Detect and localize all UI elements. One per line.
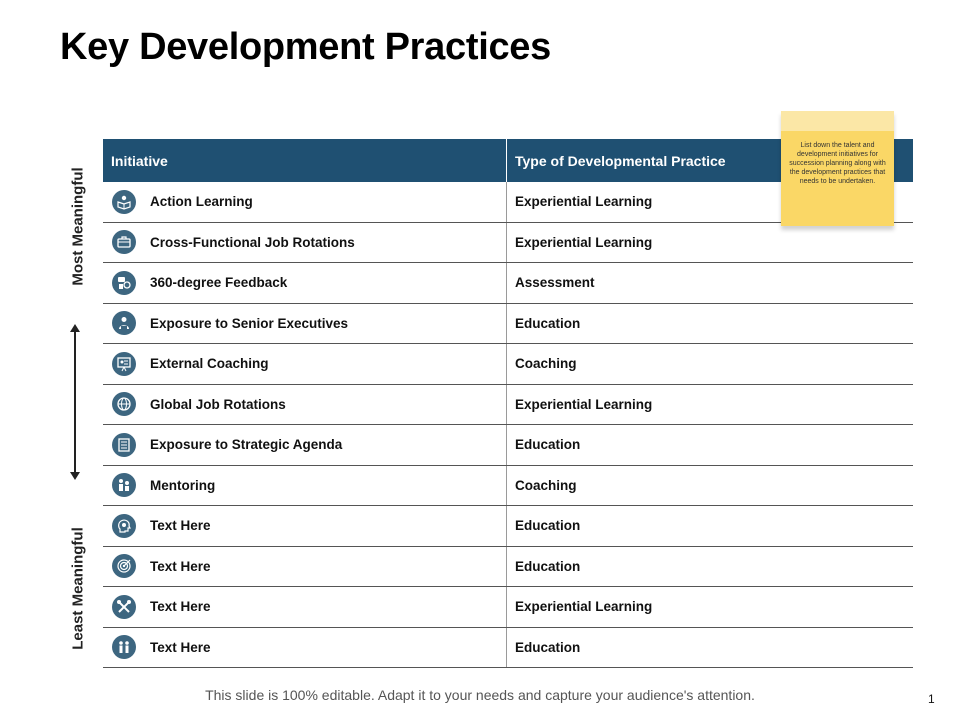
- table-row: [103, 304, 913, 345]
- table-row: [103, 223, 913, 264]
- reading-person-icon: [112, 190, 136, 214]
- initiative-cell: [103, 628, 507, 668]
- practice-type-cell: Experiential Learning: [515, 194, 653, 210]
- header-practice-type: Type of Developmental Practice: [515, 152, 726, 169]
- initiative-text: Action Learning: [150, 194, 253, 210]
- document-list-icon: [112, 433, 136, 457]
- most-meaningful-label: Most Meaningful: [69, 167, 87, 286]
- tools-icon: [112, 595, 136, 619]
- table-row: [103, 425, 913, 466]
- whiteboard-icon: [112, 352, 136, 376]
- practice-type-cell: Education: [515, 558, 581, 574]
- slide-title: Key Development Practices: [60, 26, 551, 68]
- target-icon: [112, 554, 136, 578]
- header-initiative: Initiative: [103, 139, 507, 182]
- sticky-note: List down the talent and development initiatives for succession planning along with the development practices that needs to be undertaken.: [781, 111, 894, 226]
- initiative-cell: [103, 547, 507, 587]
- table-row: [103, 547, 913, 588]
- initiative-cell: [103, 587, 507, 627]
- people-icon: [112, 635, 136, 659]
- initiative-text: 360-degree Feedback: [150, 275, 288, 291]
- mentor-icon: [112, 473, 136, 497]
- initiative-text: Cross-Functional Job Rotations: [150, 234, 355, 250]
- practice-type-cell: Experiential Learning: [515, 234, 653, 250]
- globe-icon: [112, 392, 136, 416]
- feedback-icon: [112, 271, 136, 295]
- initiative-text: Exposure to Strategic Agenda: [150, 437, 343, 453]
- table-row: [103, 587, 913, 628]
- footer-text: This slide is 100% editable. Adapt it to your needs and capture your audience's attention.: [205, 687, 755, 703]
- practice-type-cell: Assessment: [515, 275, 595, 291]
- initiative-cell: [103, 466, 507, 506]
- initiative-text: Global Job Rotations: [150, 396, 286, 412]
- double-arrow-icon: [74, 330, 76, 474]
- practice-type-cell: Experiential Learning: [515, 396, 653, 412]
- table-row: [103, 263, 913, 304]
- initiative-text: External Coaching: [150, 356, 269, 372]
- initiative-text: Mentoring: [150, 477, 216, 493]
- page-number: 1: [928, 692, 935, 706]
- initiative-cell: [103, 344, 507, 384]
- initiative-text: Text Here: [150, 639, 211, 655]
- initiative-cell: [103, 304, 507, 344]
- practice-type-cell: Experiential Learning: [515, 599, 653, 615]
- briefcase-icon: [112, 230, 136, 254]
- initiative-text: Text Here: [150, 558, 211, 574]
- initiative-text: Text Here: [150, 518, 211, 534]
- practice-type-cell: Education: [515, 518, 581, 534]
- initiative-cell: [103, 425, 507, 465]
- initiative-cell: [103, 182, 507, 222]
- executive-icon: [112, 311, 136, 335]
- table-row: [103, 466, 913, 507]
- table-row: [103, 385, 913, 426]
- initiative-cell: [103, 506, 507, 546]
- practice-type-cell: Education: [515, 437, 581, 453]
- least-meaningful-label: Least Meaningful: [69, 527, 87, 650]
- table-row: [103, 506, 913, 547]
- head-gear-icon: [112, 514, 136, 538]
- practice-type-cell: Coaching: [515, 477, 577, 493]
- initiative-cell: [103, 223, 507, 263]
- initiative-cell: [103, 263, 507, 303]
- initiative-cell: [103, 385, 507, 425]
- table-row: [103, 628, 913, 669]
- practice-type-cell: Education: [515, 639, 581, 655]
- initiative-text: Text Here: [150, 599, 211, 615]
- table-body: [103, 182, 913, 668]
- table-row: [103, 344, 913, 385]
- practice-type-cell: Education: [515, 315, 581, 331]
- initiative-text: Exposure to Senior Executives: [150, 315, 349, 331]
- practice-type-cell: Coaching: [515, 356, 577, 372]
